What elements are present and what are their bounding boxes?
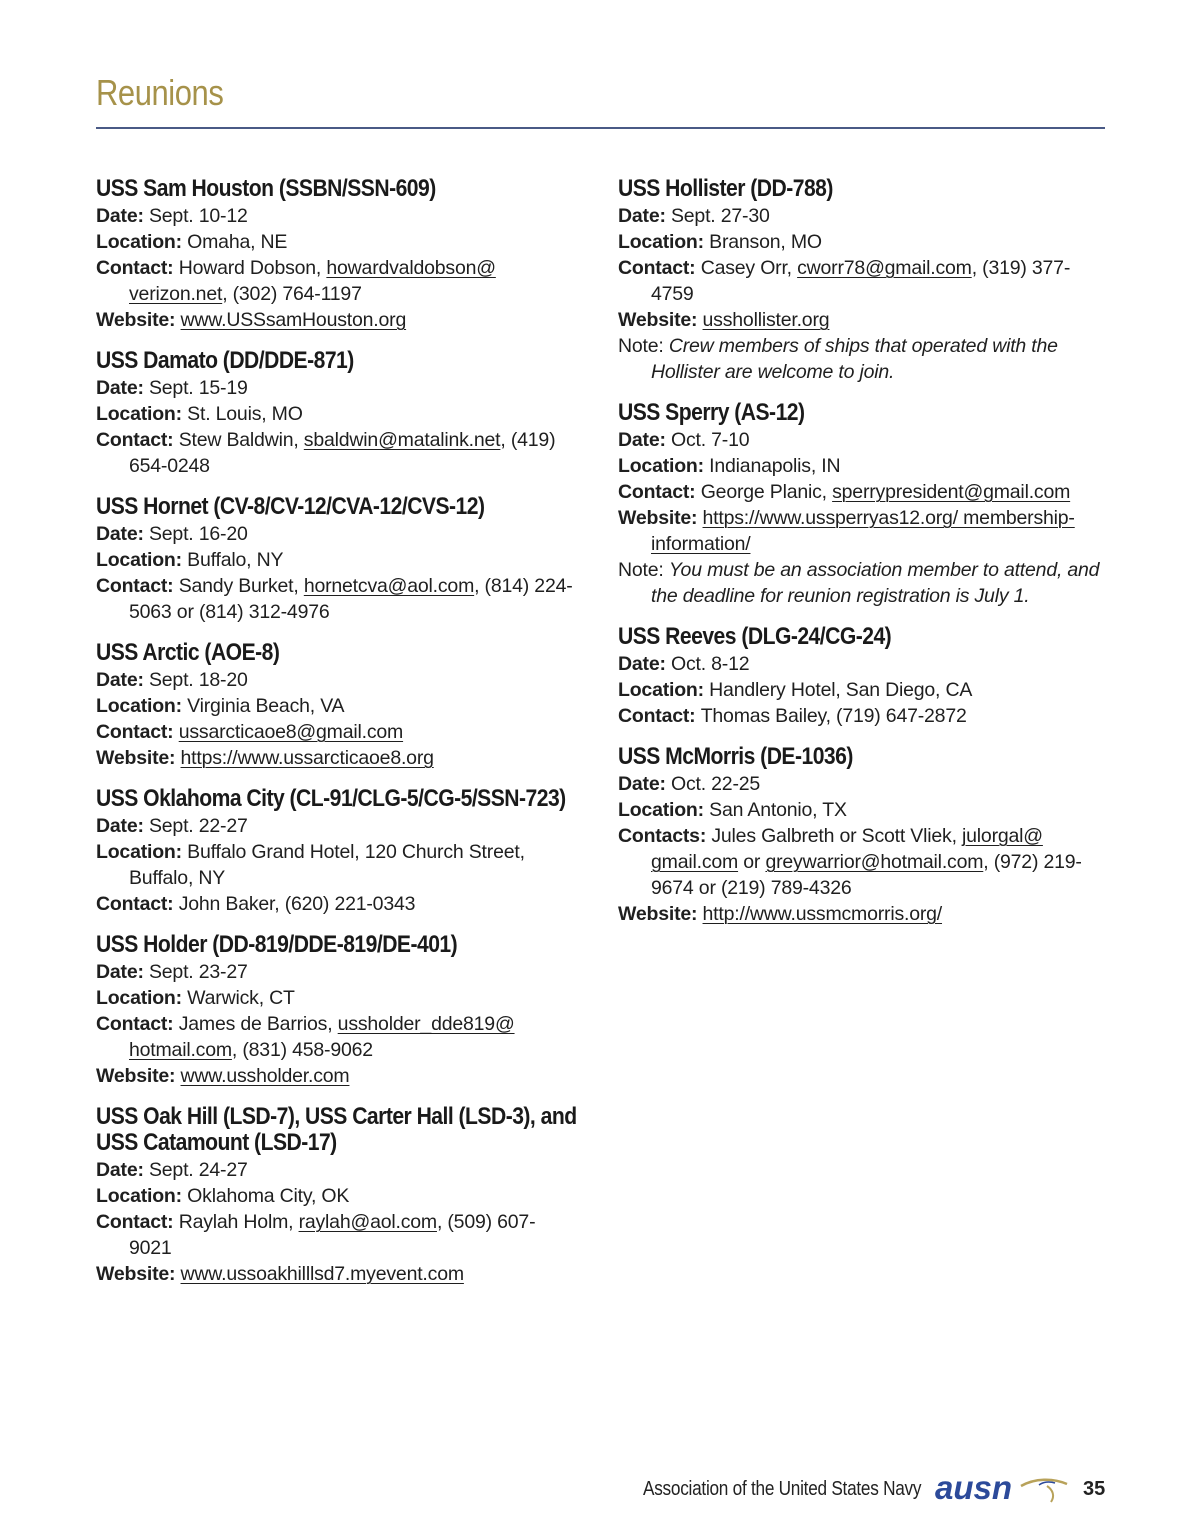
field-label: Contact: xyxy=(96,893,179,915)
reunion-detail-line xyxy=(96,719,576,745)
reunion-detail-line xyxy=(618,823,1108,901)
field-value: Oct. 7-10 xyxy=(670,429,750,451)
note-text: Crew members of ships that operated with the Hollister are welcome to join. xyxy=(651,335,1058,383)
reunion-detail-line xyxy=(96,813,576,839)
contact-link[interactable]: http://www.ussmcmorris.org/ xyxy=(702,903,943,925)
field-value: Thomas Bailey, (719) 647-2872 xyxy=(700,705,967,727)
field-value: Raylah Holm, xyxy=(178,1211,299,1233)
reunion-ship-title: USS Arctic (AOE-8) xyxy=(96,639,280,666)
reunion-ship-title: USS Sam Houston (SSBN/SSN-609) xyxy=(96,175,436,202)
reunion-ship-title: USS Hornet (CV-8/CV-12/CVA-12/CVS-12) xyxy=(96,493,485,520)
contact-link[interactable]: sperrypresident@gmail.com xyxy=(832,481,1071,503)
field-label: Contact: xyxy=(96,1013,179,1035)
reunion-ship-title: USS Oak Hill (LSD-7), USS Carter Hall (LSD-3), and USS Catamount (LSD-17) xyxy=(96,1103,577,1156)
field-label: Date: xyxy=(618,205,671,227)
reunion-detail-line xyxy=(618,427,1108,453)
field-label: Contact: xyxy=(618,481,701,503)
contact-link[interactable]: sbaldwin@matalink.net xyxy=(303,429,501,451)
page-number: 35 xyxy=(1083,1478,1106,1500)
field-label: Date: xyxy=(96,669,149,691)
field-value: , (814) 224-5063 or (814) 312-4976 xyxy=(129,575,573,623)
reunion-ship-title: USS Oklahoma City (CL-91/CLG-5/CG-5/SSN-723) xyxy=(96,785,566,812)
reunion-entry xyxy=(618,624,1108,729)
field-value: Sept. 18-20 xyxy=(148,669,248,691)
left-column xyxy=(96,176,576,1302)
field-value: Jules Galbreth or Scott Vliek, xyxy=(711,825,963,847)
field-value: , (302) 764-1197 xyxy=(222,283,362,305)
logo-text: ausn xyxy=(935,1472,1013,1506)
reunion-ship-title: USS Holder (DD-819/DDE-819/DE-401) xyxy=(96,931,458,958)
field-value: , (419) 654-0248 xyxy=(129,429,556,477)
reunion-detail-line xyxy=(96,521,576,547)
reunion-detail-line xyxy=(96,229,576,255)
reunion-detail-line xyxy=(96,1209,576,1261)
field-label: Website: xyxy=(96,1263,181,1285)
reunion-ship-title: USS McMorris (DE-1036) xyxy=(618,743,853,770)
field-label: Date: xyxy=(618,429,671,451)
contact-link[interactable]: julorgal@ gmail.com xyxy=(651,825,1043,873)
contact-link[interactable]: raylah@aol.com xyxy=(298,1211,437,1233)
field-label: Location: xyxy=(96,987,188,1009)
reunion-entry xyxy=(96,348,576,479)
contact-link[interactable]: ussholder_dde819@ hotmail.com xyxy=(129,1013,515,1061)
field-label: Location: xyxy=(618,679,710,701)
field-label: Contact: xyxy=(96,575,179,597)
field-label: Website: xyxy=(618,309,703,331)
field-value: Virginia Beach, VA xyxy=(187,695,345,717)
reunion-ship-title: USS Reeves (DLG-24/CG-24) xyxy=(618,623,892,650)
contact-link[interactable]: www.USSsamHouston.org xyxy=(180,309,407,331)
reunion-detail-line xyxy=(96,547,576,573)
field-value: St. Louis, MO xyxy=(187,403,303,425)
field-label: Website: xyxy=(618,507,703,529)
field-label: Date: xyxy=(618,773,671,795)
contact-link[interactable]: https://www.ussperryas12.org/ membership-information/ xyxy=(651,507,1075,555)
field-label: Location: xyxy=(96,1185,188,1207)
reunion-detail-line xyxy=(618,255,1108,307)
field-value: or xyxy=(738,851,766,873)
field-value: , (509) 607-9021 xyxy=(129,1211,536,1259)
reunion-detail-line xyxy=(618,557,1108,609)
field-value: Casey Orr, xyxy=(700,257,798,279)
field-label: Contacts: xyxy=(618,825,712,847)
field-label: Location: xyxy=(96,841,188,863)
reunion-ship-title: USS Sperry (AS-12) xyxy=(618,399,805,426)
reunion-detail-line xyxy=(96,1183,576,1209)
field-value: Note: xyxy=(618,559,669,581)
reunion-entry xyxy=(618,400,1108,609)
page-footer xyxy=(643,1472,1106,1508)
reunion-ship-title: USS Damato (DD/DDE-871) xyxy=(96,347,354,374)
reunion-detail-line xyxy=(96,745,576,771)
reunion-entry xyxy=(618,176,1108,385)
reunion-detail-line xyxy=(618,797,1108,823)
reunion-detail-line xyxy=(96,1063,576,1089)
reunion-entry xyxy=(96,1104,576,1287)
field-value: James de Barrios, xyxy=(178,1013,338,1035)
field-value: Sept. 15-19 xyxy=(148,377,248,399)
reunion-detail-line xyxy=(618,703,1108,729)
field-value: Sept. 16-20 xyxy=(148,523,248,545)
reunion-detail-line xyxy=(96,1011,576,1063)
contact-link[interactable]: howardvaldobson@ verizon.net xyxy=(129,257,496,305)
contact-link[interactable]: www.ussoakhilllsd7.myevent.com xyxy=(180,1263,464,1285)
field-label: Contact: xyxy=(96,721,179,743)
field-label: Date: xyxy=(96,205,149,227)
field-label: Contact: xyxy=(96,429,179,451)
contact-link[interactable]: usshollister.org xyxy=(702,309,830,331)
field-label: Date: xyxy=(96,815,149,837)
field-label: Location: xyxy=(618,799,710,821)
field-label: Location: xyxy=(96,403,188,425)
field-label: Date: xyxy=(96,961,149,983)
contact-link[interactable]: greywarrior@hotmail.com xyxy=(765,851,984,873)
field-label: Location: xyxy=(96,231,188,253)
field-value: Warwick, CT xyxy=(187,987,295,1009)
field-value: Buffalo Grand Hotel, 120 Church Street, Buffalo, NY xyxy=(129,841,525,889)
reunion-detail-line xyxy=(96,839,576,891)
field-label: Website: xyxy=(96,309,181,331)
reunion-detail-line xyxy=(618,333,1108,385)
reunion-ship-title: USS Hollister (DD-788) xyxy=(618,175,833,202)
field-value: , (972) 219-9674 or (219) 789-4326 xyxy=(651,851,1082,899)
page-title: Reunions xyxy=(96,72,224,113)
field-label: Website: xyxy=(96,747,181,769)
field-label: Website: xyxy=(618,903,703,925)
field-value: Sept. 22-27 xyxy=(148,815,248,837)
reunion-detail-line xyxy=(96,693,576,719)
reunion-entry xyxy=(96,786,576,917)
reunion-detail-line xyxy=(96,255,576,307)
reunion-detail-line xyxy=(96,427,576,479)
field-value: Buffalo, NY xyxy=(187,549,284,571)
field-label: Location: xyxy=(618,455,710,477)
field-value: , (831) 458-9062 xyxy=(231,1039,373,1061)
field-label: Date: xyxy=(96,377,149,399)
field-value: Sept. 23-27 xyxy=(148,961,248,983)
field-label: Location: xyxy=(96,695,188,717)
field-value: Sept. 27-30 xyxy=(670,205,770,227)
contact-link[interactable]: www.ussholder.com xyxy=(180,1065,350,1087)
reunion-entry xyxy=(96,640,576,771)
field-value: George Planic, xyxy=(700,481,833,503)
field-label: Website: xyxy=(96,1065,181,1087)
reunion-detail-line xyxy=(96,891,576,917)
reunion-detail-line xyxy=(96,203,576,229)
field-value: Indianapolis, IN xyxy=(709,455,841,477)
reunion-detail-line xyxy=(96,1157,576,1183)
field-label: Location: xyxy=(96,549,188,571)
reunion-detail-line xyxy=(96,959,576,985)
reunion-entry xyxy=(618,744,1108,927)
reunion-detail-line xyxy=(96,1261,576,1287)
field-value: Omaha, NE xyxy=(187,231,288,253)
field-value: Sandy Burket, xyxy=(178,575,304,597)
field-value: Sept. 24-27 xyxy=(148,1159,248,1181)
field-label: Contact: xyxy=(618,705,701,727)
reunion-detail-line xyxy=(618,229,1108,255)
reunion-detail-line xyxy=(618,307,1108,333)
reunion-detail-line xyxy=(618,901,1108,927)
field-label: Date: xyxy=(618,653,671,675)
field-value: , (319) 377-4759 xyxy=(651,257,1071,305)
field-value: Note: xyxy=(618,335,669,357)
field-value: Branson, MO xyxy=(709,231,822,253)
field-label: Date: xyxy=(96,523,149,545)
reunion-detail-line xyxy=(96,667,576,693)
field-value: Oct. 8-12 xyxy=(670,653,750,675)
publication-name: Association of the United States Navy xyxy=(643,1478,922,1500)
reunion-detail-line xyxy=(618,203,1108,229)
reunion-detail-line xyxy=(96,985,576,1011)
reunion-entry xyxy=(96,176,576,333)
contact-link[interactable]: https://www.ussarcticaoe8.org xyxy=(180,747,434,769)
reunion-entry xyxy=(96,932,576,1089)
contact-link[interactable]: cworr78@gmail.com xyxy=(797,257,972,279)
reunion-detail-line xyxy=(618,479,1108,505)
ausn-logo xyxy=(935,1472,1075,1513)
field-label: Date: xyxy=(96,1159,149,1181)
reunion-detail-line xyxy=(618,677,1108,703)
right-column xyxy=(618,176,1108,942)
reunion-detail-line xyxy=(618,651,1108,677)
reunion-detail-line xyxy=(618,453,1108,479)
reunion-detail-line xyxy=(618,771,1108,797)
field-value: San Antonio, TX xyxy=(709,799,847,821)
field-value: Sept. 10-12 xyxy=(148,205,248,227)
note-text: You must be an association member to attend, and the deadline for reunion registration is July 1. xyxy=(651,559,1100,607)
contact-link[interactable]: hornetcva@aol.com xyxy=(303,575,475,597)
reunion-detail-line xyxy=(618,505,1108,557)
field-label: Contact: xyxy=(618,257,701,279)
field-value: John Baker, (620) 221-0343 xyxy=(178,893,416,915)
field-value: Stew Baldwin, xyxy=(178,429,304,451)
reunion-detail-line xyxy=(96,573,576,625)
field-value: Oct. 22-25 xyxy=(670,773,761,795)
field-label: Contact: xyxy=(96,1211,179,1233)
reunion-entry xyxy=(96,494,576,625)
title-divider xyxy=(96,127,1105,129)
contact-link[interactable]: ussarcticaoe8@gmail.com xyxy=(178,721,404,743)
field-value: Howard Dobson, xyxy=(178,257,327,279)
reunion-detail-line xyxy=(96,375,576,401)
field-label: Contact: xyxy=(96,257,179,279)
field-label: Location: xyxy=(618,231,710,253)
field-value: Handlery Hotel, San Diego, CA xyxy=(709,679,973,701)
field-value: Oklahoma City, OK xyxy=(187,1185,350,1207)
reunion-detail-line xyxy=(96,307,576,333)
reunion-detail-line xyxy=(96,401,576,427)
